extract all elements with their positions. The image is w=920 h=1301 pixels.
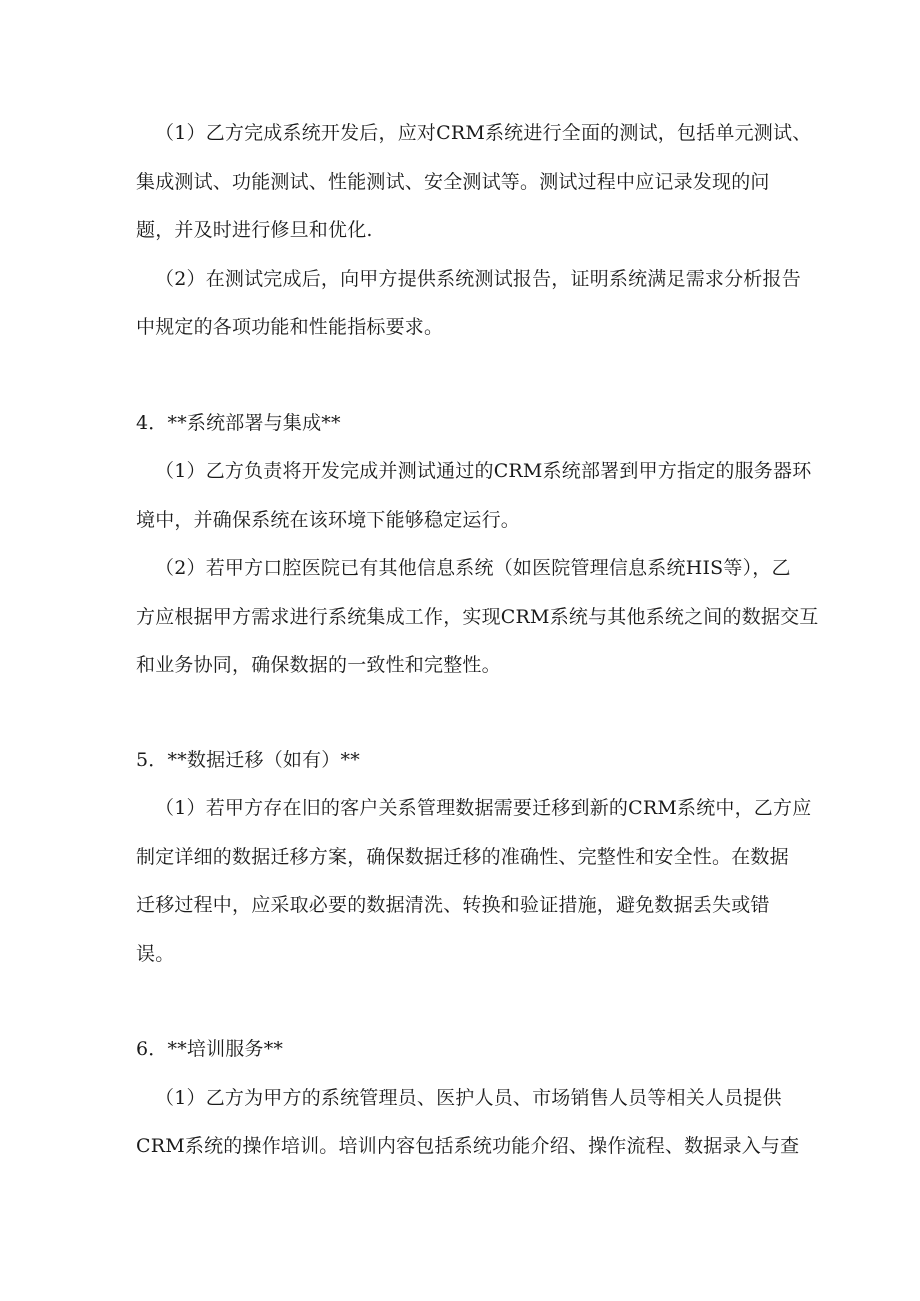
section-heading: 6．**培训服务** (136, 1038, 284, 1060)
paragraph-line: （2）在测试完成后，向甲方提供系统测试报告，证明系统满足需求分析报告 (155, 268, 801, 290)
paragraph-line: 迁移过程中，应采取必要的数据清洗、转换和验证措施，避免数据丢失或错 (136, 894, 770, 916)
section-heading: 4．**系统部署与集成** (136, 412, 341, 434)
paragraph-line: 和业务协同，确保数据的一致性和完整性。 (136, 654, 501, 676)
paragraph-line: CRM系统的操作培训。培训内容包括系统功能介绍、操作流程、数据录入与查 (136, 1135, 800, 1157)
paragraph-line: 中规定的各项功能和性能指标要求。 (136, 316, 444, 338)
paragraph-line: 方应根据甲方需求进行系统集成工作，实现CRM系统与其他系统之间的数据交互 (136, 606, 819, 628)
paragraph-line: （2）若甲方口腔医院已有其他信息系统（如医院管理信息系统HIS等），乙 (155, 557, 791, 579)
paragraph-line: （1）乙方负责将开发完成并测试通过的CRM系统部署到甲方指定的服务器环 (155, 460, 812, 482)
section-heading: 5．**数据迁移（如有）** (136, 749, 360, 771)
paragraph-line: 题，并及时进行修旦和优化. (136, 219, 373, 241)
paragraph-line: 境中，并确保系统在该环境下能够稳定运行。 (136, 509, 521, 531)
paragraph-line: （1）若甲方存在旧的客户关系管理数据需要迁移到新的CRM系统中，乙方应 (155, 797, 812, 819)
paragraph-line: （1）乙方为甲方的系统管理员、医护人员、市场销售人员等相关人员提供 (155, 1087, 782, 1109)
paragraph-line: 制定详细的数据迁移方案，确保数据迁移的准确性、完整性和安全性。在数据 (136, 846, 789, 868)
paragraph-line: 集成测试、功能测试、性能测试、安全测试等。测试过程中应记录发现的问 (136, 171, 770, 193)
paragraph-line: （1）乙方完成系统开发后，应对CRM系统进行全面的测试，包括单元测试、 (155, 122, 812, 144)
paragraph-line: 误。 (136, 943, 175, 965)
